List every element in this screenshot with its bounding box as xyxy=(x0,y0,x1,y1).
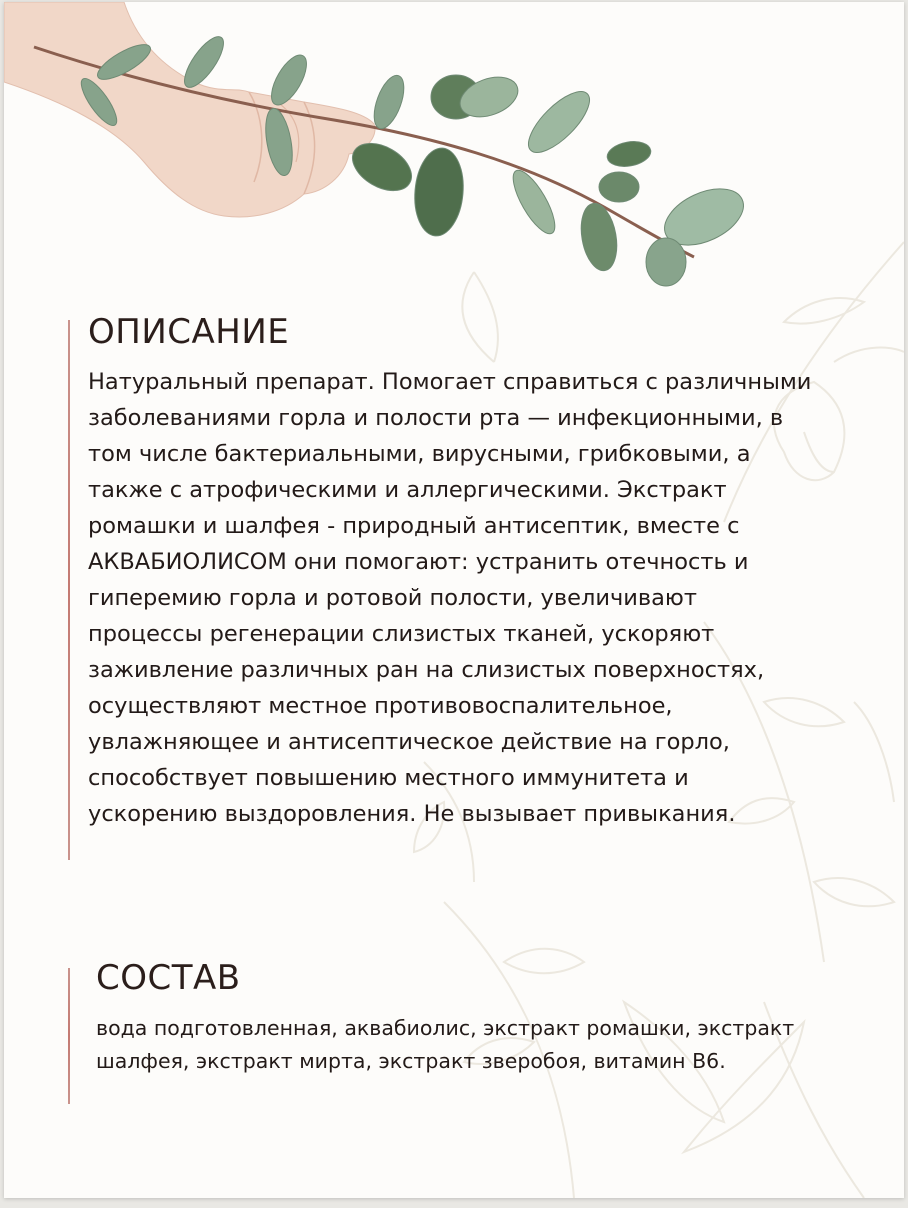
composition-text: вода подготовленная, аквабиолис, экстракт ромашки, экстракт шалфея, экстракт мирта, экстракт зверобоя, витамин В6. xyxy=(96,1016,795,1073)
composition-heading: СОСТАВ xyxy=(96,958,241,998)
composition-accent-bar xyxy=(68,968,70,1104)
description-accent-bar xyxy=(68,320,70,860)
hand-illustration xyxy=(4,2,375,217)
description-text: Натуральный препарат. Помогает справиться с различными заболеваниями горла и полости рта — инфекционными, в том числе бактериальными, вирусными, грибковыми, а также с атрофическими и аллергическими. Экстракт ромашки и шалфея - природный антисептик, вместе с АКВАБИОЛИСОМ они помогают: устранить отечность и гиперемию горла и ротовой полости, увеличивают процессы регенерации слизистых тканей, ускоряют заживление различных ран на слизистых поверхностях, осуществляют местное противовоспалительное, увлажняющее и антисептическое действие на горло, способствует повышению местного иммунитета и ускорению выздоровления. Не вызывает привыкания. xyxy=(88,369,812,827)
product-info-card xyxy=(4,2,904,1198)
description-heading: ОПИСАНИЕ xyxy=(88,312,290,352)
eucalyptus-branch-illustration xyxy=(4,2,764,302)
